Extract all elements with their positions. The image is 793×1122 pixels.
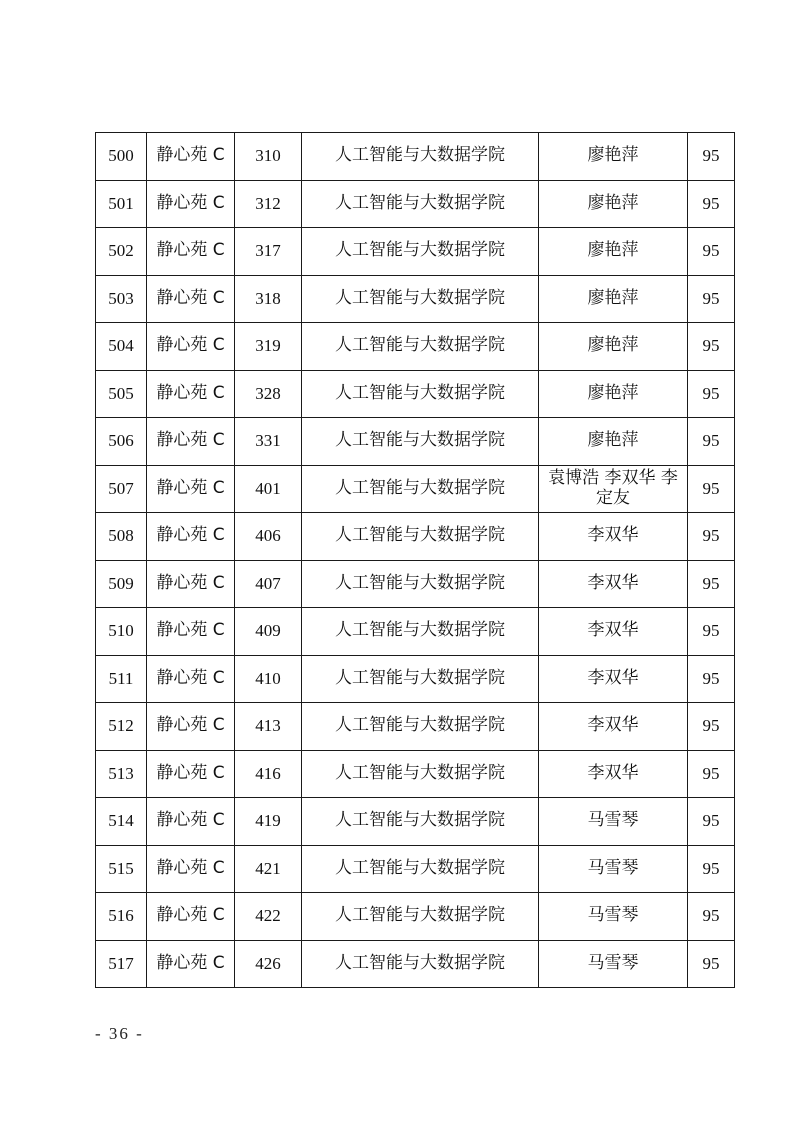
teacher-cell: 马雪琴 bbox=[539, 845, 688, 893]
college-cell: 人工智能与大数据学院 bbox=[302, 703, 539, 751]
score-cell: 95 bbox=[688, 750, 735, 798]
room-number-cell: 318 bbox=[235, 275, 302, 323]
teacher-cell: 廖艳萍 bbox=[539, 275, 688, 323]
table-row bbox=[96, 608, 735, 656]
score-cell: 95 bbox=[688, 228, 735, 276]
room-number-cell: 328 bbox=[235, 370, 302, 418]
building-cell: 静心苑 C bbox=[147, 560, 235, 608]
building-cell: 静心苑 C bbox=[147, 513, 235, 561]
row-number-cell: 501 bbox=[96, 180, 147, 228]
room-number-cell: 409 bbox=[235, 608, 302, 656]
building-cell: 静心苑 C bbox=[147, 940, 235, 988]
room-number-cell: 407 bbox=[235, 560, 302, 608]
table-row bbox=[96, 893, 735, 941]
page-number: - 36 - bbox=[95, 1024, 144, 1043]
row-number-cell: 515 bbox=[96, 845, 147, 893]
score-cell: 95 bbox=[688, 940, 735, 988]
building-cell: 静心苑 C bbox=[147, 655, 235, 703]
college-cell: 人工智能与大数据学院 bbox=[302, 275, 539, 323]
building-cell: 静心苑 C bbox=[147, 608, 235, 656]
row-number-cell: 504 bbox=[96, 323, 147, 371]
teacher-cell: 李双华 bbox=[539, 608, 688, 656]
building-cell: 静心苑 C bbox=[147, 228, 235, 276]
score-cell: 95 bbox=[688, 180, 735, 228]
row-number-cell: 516 bbox=[96, 893, 147, 941]
building-cell: 静心苑 C bbox=[147, 893, 235, 941]
room-number-cell: 331 bbox=[235, 418, 302, 466]
table-row bbox=[96, 655, 735, 703]
row-number-cell: 503 bbox=[96, 275, 147, 323]
college-cell: 人工智能与大数据学院 bbox=[302, 798, 539, 846]
college-cell: 人工智能与大数据学院 bbox=[302, 655, 539, 703]
building-cell: 静心苑 C bbox=[147, 798, 235, 846]
room-number-cell: 319 bbox=[235, 323, 302, 371]
row-number-cell: 513 bbox=[96, 750, 147, 798]
score-cell: 95 bbox=[688, 560, 735, 608]
table-body bbox=[96, 133, 735, 988]
teacher-cell: 廖艳萍 bbox=[539, 133, 688, 181]
teacher-cell: 李双华 bbox=[539, 655, 688, 703]
teacher-cell: 李双华 bbox=[539, 750, 688, 798]
building-cell: 静心苑 C bbox=[147, 418, 235, 466]
college-cell: 人工智能与大数据学院 bbox=[302, 608, 539, 656]
table-row bbox=[96, 275, 735, 323]
score-cell: 95 bbox=[688, 798, 735, 846]
score-cell: 95 bbox=[688, 893, 735, 941]
room-number-cell: 317 bbox=[235, 228, 302, 276]
score-cell: 95 bbox=[688, 323, 735, 371]
college-cell: 人工智能与大数据学院 bbox=[302, 228, 539, 276]
college-cell: 人工智能与大数据学院 bbox=[302, 845, 539, 893]
room-number-cell: 406 bbox=[235, 513, 302, 561]
row-number-cell: 506 bbox=[96, 418, 147, 466]
building-cell: 静心苑 C bbox=[147, 133, 235, 181]
score-cell: 95 bbox=[688, 513, 735, 561]
college-cell: 人工智能与大数据学院 bbox=[302, 370, 539, 418]
teacher-cell: 马雪琴 bbox=[539, 940, 688, 988]
building-cell: 静心苑 C bbox=[147, 275, 235, 323]
score-cell: 95 bbox=[688, 465, 735, 513]
teacher-cell: 廖艳萍 bbox=[539, 323, 688, 371]
building-cell: 静心苑 C bbox=[147, 323, 235, 371]
row-number-cell: 512 bbox=[96, 703, 147, 751]
college-cell: 人工智能与大数据学院 bbox=[302, 560, 539, 608]
score-cell: 95 bbox=[688, 703, 735, 751]
row-number-cell: 507 bbox=[96, 465, 147, 513]
row-number-cell: 517 bbox=[96, 940, 147, 988]
row-number-cell: 510 bbox=[96, 608, 147, 656]
building-cell: 静心苑 C bbox=[147, 465, 235, 513]
college-cell: 人工智能与大数据学院 bbox=[302, 418, 539, 466]
score-cell: 95 bbox=[688, 655, 735, 703]
row-number-cell: 509 bbox=[96, 560, 147, 608]
teacher-cell: 李双华 bbox=[539, 560, 688, 608]
college-cell: 人工智能与大数据学院 bbox=[302, 893, 539, 941]
room-number-cell: 310 bbox=[235, 133, 302, 181]
row-number-cell: 508 bbox=[96, 513, 147, 561]
score-cell: 95 bbox=[688, 608, 735, 656]
table-row bbox=[96, 228, 735, 276]
table-row bbox=[96, 513, 735, 561]
teacher-cell: 李双华 bbox=[539, 513, 688, 561]
row-number-cell: 502 bbox=[96, 228, 147, 276]
room-number-cell: 419 bbox=[235, 798, 302, 846]
dormitory-score-table bbox=[95, 132, 735, 988]
college-cell: 人工智能与大数据学院 bbox=[302, 750, 539, 798]
building-cell: 静心苑 C bbox=[147, 180, 235, 228]
table-row bbox=[96, 940, 735, 988]
teacher-cell: 李双华 bbox=[539, 703, 688, 751]
table-row bbox=[96, 180, 735, 228]
table-row bbox=[96, 560, 735, 608]
teacher-cell: 廖艳萍 bbox=[539, 370, 688, 418]
teacher-cell: 廖艳萍 bbox=[539, 180, 688, 228]
table-row bbox=[96, 465, 735, 513]
room-number-cell: 421 bbox=[235, 845, 302, 893]
room-number-cell: 413 bbox=[235, 703, 302, 751]
teacher-cell: 廖艳萍 bbox=[539, 228, 688, 276]
teacher-cell: 廖艳萍 bbox=[539, 418, 688, 466]
row-number-cell: 505 bbox=[96, 370, 147, 418]
table-row bbox=[96, 703, 735, 751]
table-row bbox=[96, 798, 735, 846]
row-number-cell: 500 bbox=[96, 133, 147, 181]
row-number-cell: 514 bbox=[96, 798, 147, 846]
room-number-cell: 401 bbox=[235, 465, 302, 513]
table-row bbox=[96, 845, 735, 893]
college-cell: 人工智能与大数据学院 bbox=[302, 133, 539, 181]
teacher-cell: 马雪琴 bbox=[539, 893, 688, 941]
row-number-cell: 511 bbox=[96, 655, 147, 703]
table-row bbox=[96, 370, 735, 418]
college-cell: 人工智能与大数据学院 bbox=[302, 180, 539, 228]
table-row bbox=[96, 323, 735, 371]
building-cell: 静心苑 C bbox=[147, 750, 235, 798]
room-number-cell: 426 bbox=[235, 940, 302, 988]
college-cell: 人工智能与大数据学院 bbox=[302, 513, 539, 561]
table-row bbox=[96, 133, 735, 181]
score-cell: 95 bbox=[688, 370, 735, 418]
building-cell: 静心苑 C bbox=[147, 370, 235, 418]
room-number-cell: 422 bbox=[235, 893, 302, 941]
room-number-cell: 410 bbox=[235, 655, 302, 703]
building-cell: 静心苑 C bbox=[147, 845, 235, 893]
score-cell: 95 bbox=[688, 275, 735, 323]
score-cell: 95 bbox=[688, 845, 735, 893]
college-cell: 人工智能与大数据学院 bbox=[302, 323, 539, 371]
room-number-cell: 312 bbox=[235, 180, 302, 228]
table-row bbox=[96, 418, 735, 466]
college-cell: 人工智能与大数据学院 bbox=[302, 940, 539, 988]
room-number-cell: 416 bbox=[235, 750, 302, 798]
table-row bbox=[96, 750, 735, 798]
teacher-cell: 马雪琴 bbox=[539, 798, 688, 846]
teacher-cell: 袁博浩 李双华 李定友 bbox=[539, 465, 688, 513]
building-cell: 静心苑 C bbox=[147, 703, 235, 751]
score-cell: 95 bbox=[688, 418, 735, 466]
score-cell: 95 bbox=[688, 133, 735, 181]
college-cell: 人工智能与大数据学院 bbox=[302, 465, 539, 513]
